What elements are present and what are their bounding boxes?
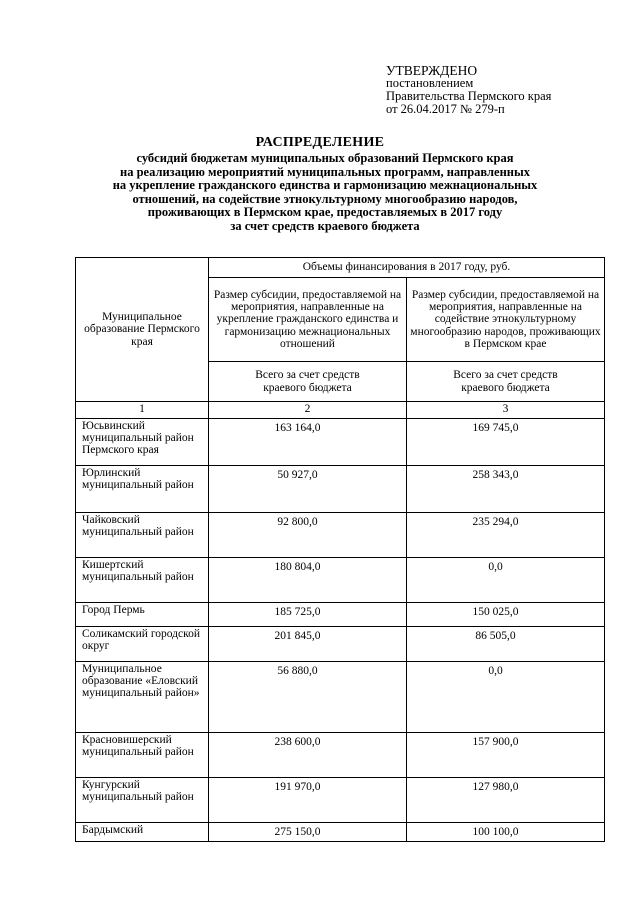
subsidy-ethno-value: 0,0	[407, 558, 605, 603]
document-subtitle	[60, 152, 590, 234]
subtitle-line: отношений, на содействие этнокультурному многообразию народов,	[132, 191, 518, 206]
subtitle-line: за счет средств краевого бюджета	[230, 218, 420, 233]
approval-line-2: Правительства Пермского края	[386, 89, 552, 103]
subsidy-unity-value: 201 845,0	[209, 627, 407, 662]
table-row	[76, 466, 605, 513]
municipality-name: Кунгурский муниципальный район	[76, 778, 209, 823]
subsidy-unity-value: 50 927,0	[209, 466, 407, 513]
table-row	[76, 419, 605, 466]
municipality-name: Город Пермь	[76, 603, 209, 627]
municipality-name: Кишертский муниципальный район	[76, 558, 209, 603]
table-row	[76, 733, 605, 778]
subsidy-ethno-value: 0,0	[407, 662, 605, 733]
subsidy-ethno-value: 235 294,0	[407, 513, 605, 558]
header-total-col3: Всего за счет средств краевого бюджета	[407, 362, 605, 402]
subsidy-unity-value: 180 804,0	[209, 558, 407, 603]
column-number: 3	[407, 402, 605, 419]
subsidy-ethno-value: 169 745,0	[407, 419, 605, 466]
subsidy-ethno-value: 100 100,0	[407, 823, 605, 842]
municipality-name: Муниципальное образование «Еловский муниципальный район»	[76, 662, 209, 733]
subsidy-unity-value: 238 600,0	[209, 733, 407, 778]
distribution-table	[75, 257, 605, 842]
subtitle-line: на реализацию мероприятий муниципальных программ, направленных	[120, 164, 530, 179]
approval-line-1: постановлением	[386, 76, 474, 90]
subsidy-ethno-value: 157 900,0	[407, 733, 605, 778]
subsidy-unity-value: 92 800,0	[209, 513, 407, 558]
table-row	[76, 627, 605, 662]
table-row	[76, 778, 605, 823]
subsidy-unity-value: 56 880,0	[209, 662, 407, 733]
subsidy-unity-value: 185 725,0	[209, 603, 407, 627]
municipality-name: Бардымский	[76, 823, 209, 842]
table-row	[76, 603, 605, 627]
approval-line-3: от 26.04.2017 № 279-п	[386, 102, 505, 116]
subsidy-ethno-value: 258 343,0	[407, 466, 605, 513]
subsidy-ethno-value: 86 505,0	[407, 627, 605, 662]
table-row	[76, 823, 605, 842]
header-municipality: Муниципальное образование Пермского края	[76, 258, 209, 402]
municipality-name: Чайковский муниципальный район	[76, 513, 209, 558]
subtitle-line: на укрепление гражданского единства и гармонизацию межнациональных	[112, 178, 538, 193]
table-row	[76, 662, 605, 733]
table-row	[76, 513, 605, 558]
subsidy-unity-value: 191 970,0	[209, 778, 407, 823]
municipality-name: Соликамский городской округ	[76, 627, 209, 662]
subsidy-unity-value: 163 164,0	[209, 419, 407, 466]
municipality-name: Красновишерский муниципальный район	[76, 733, 209, 778]
header-col2: Размер субсидии, предоставляемой на мероприятия, направленные на укрепление гражданского единства и гармонизацию межнациональных отношений	[209, 278, 407, 362]
header-total-col2: Всего за счет средств краевого бюджета	[209, 362, 407, 402]
subtitle-line: проживающих в Пермском крае, предоставляемых в 2017 году	[147, 205, 503, 220]
column-number: 2	[209, 402, 407, 419]
document-title: РАСПРЕДЕЛЕНИЕ	[255, 135, 385, 150]
municipality-name: Юрлинский муниципальный район	[76, 466, 209, 513]
subsidy-ethno-value: 150 025,0	[407, 603, 605, 627]
subsidy-ethno-value: 127 980,0	[407, 778, 605, 823]
subtitle-line: субсидий бюджетам муниципальных образований Пермского края	[136, 151, 514, 165]
subsidy-unity-value: 275 150,0	[209, 823, 407, 842]
column-number: 1	[76, 402, 209, 419]
approval-heading: УТВЕРЖДЕНО	[386, 63, 478, 78]
table-row	[76, 558, 605, 603]
municipality-name: Юсьвинский муниципальный район Пермского края	[76, 419, 209, 466]
header-col3: Размер субсидии, предоставляемой на мероприятия, направленные на содействие этнокультурному многообразию народов, проживающих в Пермском крае	[407, 278, 605, 362]
header-funding: Объемы финансирования в 2017 году, руб.	[209, 258, 605, 278]
approval-stamp	[386, 64, 551, 116]
